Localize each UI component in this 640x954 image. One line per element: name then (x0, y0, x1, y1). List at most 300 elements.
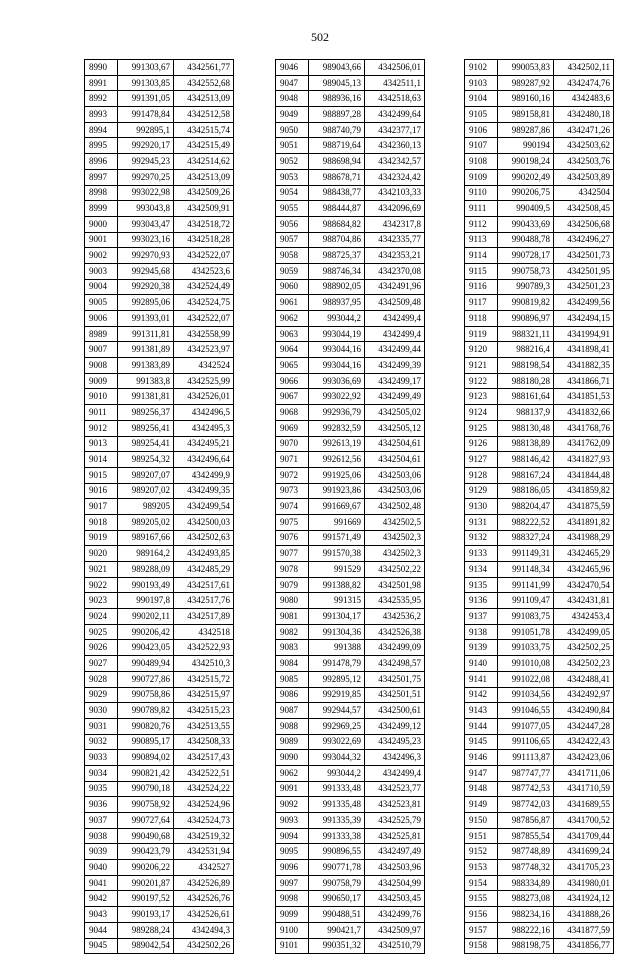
y-coordinate-cell: 4342522,93 (174, 640, 234, 656)
y-coordinate-cell: 4341859,82 (554, 483, 614, 499)
point-number-cell: 9012 (85, 420, 118, 436)
point-number-cell: 9115 (465, 263, 498, 279)
x-coordinate-cell: 991106,65 (498, 734, 554, 750)
point-number-cell: 9051 (276, 138, 309, 154)
x-coordinate-cell: 993044,2 (309, 765, 365, 781)
x-coordinate-cell: 991304,36 (309, 624, 365, 640)
table-row (276, 122, 425, 138)
x-coordinate-cell: 991478,79 (309, 656, 365, 672)
point-number-cell: 9112 (465, 216, 498, 232)
x-coordinate-cell: 990193,17 (118, 907, 174, 923)
point-number-cell: 9138 (465, 624, 498, 640)
y-coordinate-cell: 4342531,94 (174, 844, 234, 860)
y-coordinate-cell: 4342536,2 (365, 609, 425, 625)
table-row (276, 75, 425, 91)
table-row (276, 452, 425, 468)
y-coordinate-cell: 4342527 (174, 860, 234, 876)
y-coordinate-cell: 4342453,4 (554, 609, 614, 625)
x-coordinate-cell: 990053,83 (498, 60, 554, 76)
y-coordinate-cell: 4342502,11 (554, 60, 614, 76)
table-row (465, 138, 614, 154)
table-row (465, 389, 614, 405)
table-row (85, 577, 234, 593)
point-number-cell: 9097 (276, 875, 309, 891)
table-row (276, 467, 425, 483)
y-coordinate-cell: 4342524,75 (174, 295, 234, 311)
point-number-cell: 9008 (85, 358, 118, 374)
point-number-cell: 8992 (85, 91, 118, 107)
table-row (276, 373, 425, 389)
table-row (465, 263, 614, 279)
point-number-cell: 9040 (85, 860, 118, 876)
point-number-cell: 9033 (85, 750, 118, 766)
y-coordinate-cell: 4342495,23 (365, 734, 425, 750)
x-coordinate-cell: 991388 (309, 640, 365, 656)
x-coordinate-cell: 990490,68 (118, 828, 174, 844)
x-coordinate-cell: 990433,69 (498, 216, 554, 232)
point-number-cell: 9085 (276, 671, 309, 687)
x-coordinate-cell: 988746,34 (309, 263, 365, 279)
y-coordinate-cell: 4342502,63 (174, 530, 234, 546)
table-row (276, 483, 425, 499)
x-coordinate-cell: 990423,79 (118, 844, 174, 860)
table-row (465, 122, 614, 138)
table-row (465, 169, 614, 185)
x-coordinate-cell: 990758,86 (118, 687, 174, 703)
x-coordinate-cell: 990896,97 (498, 311, 554, 327)
point-number-cell: 9069 (276, 420, 309, 436)
point-number-cell: 9058 (276, 248, 309, 264)
table-row (276, 734, 425, 750)
point-number-cell: 9015 (85, 467, 118, 483)
y-coordinate-cell: 4342474,76 (554, 75, 614, 91)
table-row (85, 389, 234, 405)
x-coordinate-cell: 992944,57 (309, 703, 365, 719)
table-row (465, 828, 614, 844)
point-number-cell: 9129 (465, 483, 498, 499)
y-coordinate-cell: 4342480,18 (554, 107, 614, 123)
point-number-cell: 9122 (465, 373, 498, 389)
y-coordinate-cell: 4342503,45 (365, 891, 425, 907)
y-coordinate-cell: 4341705,23 (554, 860, 614, 876)
y-coordinate-cell: 4341866,71 (554, 373, 614, 389)
y-coordinate-cell: 4342506,01 (365, 60, 425, 76)
point-number-cell: 9052 (276, 154, 309, 170)
x-coordinate-cell: 989256,37 (118, 405, 174, 421)
y-coordinate-cell: 4342525,81 (365, 828, 425, 844)
x-coordinate-cell: 992920,17 (118, 138, 174, 154)
point-number-cell: 9073 (276, 483, 309, 499)
point-number-cell: 9142 (465, 687, 498, 703)
x-coordinate-cell: 988438,77 (309, 185, 365, 201)
point-number-cell: 8991 (85, 75, 118, 91)
table-row (465, 107, 614, 123)
y-coordinate-cell: 4342515,72 (174, 671, 234, 687)
y-coordinate-cell: 4342499,39 (365, 358, 425, 374)
y-coordinate-cell: 4342502,3 (365, 530, 425, 546)
table-row (276, 248, 425, 264)
point-number-cell: 9139 (465, 640, 498, 656)
x-coordinate-cell: 988161,64 (498, 389, 554, 405)
point-number-cell: 9114 (465, 248, 498, 264)
table-row (465, 311, 614, 327)
table-row (465, 624, 614, 640)
table-row (85, 907, 234, 923)
y-coordinate-cell: 4342518 (174, 624, 234, 640)
point-number-cell: 9027 (85, 656, 118, 672)
y-coordinate-cell: 4342524,96 (174, 797, 234, 813)
x-coordinate-cell: 990421,7 (309, 922, 365, 938)
y-coordinate-cell: 4342504,99 (365, 875, 425, 891)
table-row (85, 530, 234, 546)
point-number-cell: 9047 (276, 75, 309, 91)
x-coordinate-cell: 991393,01 (118, 311, 174, 327)
x-coordinate-cell: 992969,25 (309, 718, 365, 734)
point-number-cell: 9103 (465, 75, 498, 91)
y-coordinate-cell: 4342492,97 (554, 687, 614, 703)
y-coordinate-cell: 4342497,49 (365, 844, 425, 860)
point-number-cell: 9000 (85, 216, 118, 232)
y-coordinate-cell: 4341877,59 (554, 922, 614, 938)
y-coordinate-cell: 4342508,33 (174, 734, 234, 750)
table-row (276, 295, 425, 311)
table-row (465, 483, 614, 499)
y-coordinate-cell: 4342510,79 (365, 938, 425, 954)
y-coordinate-cell: 4342503,96 (365, 860, 425, 876)
x-coordinate-cell: 988146,42 (498, 452, 554, 468)
x-coordinate-cell: 991529 (309, 562, 365, 578)
table-row (465, 797, 614, 813)
point-number-cell: 9038 (85, 828, 118, 844)
y-coordinate-cell: 4342518,63 (365, 91, 425, 107)
point-number-cell: 9003 (85, 263, 118, 279)
x-coordinate-cell: 989287,92 (498, 75, 554, 91)
y-coordinate-cell: 4342517,89 (174, 609, 234, 625)
table-row (276, 201, 425, 217)
y-coordinate-cell: 4342526,61 (174, 907, 234, 923)
table-row (85, 734, 234, 750)
point-number-cell: 9087 (276, 703, 309, 719)
x-coordinate-cell: 992970,93 (118, 248, 174, 264)
x-coordinate-cell: 989288,24 (118, 922, 174, 938)
x-coordinate-cell: 988678,71 (309, 169, 365, 185)
point-number-cell: 9108 (465, 154, 498, 170)
point-number-cell: 9025 (85, 624, 118, 640)
table-row (465, 813, 614, 829)
point-number-cell: 9150 (465, 813, 498, 829)
table-row (85, 624, 234, 640)
y-coordinate-cell: 4342500,03 (174, 514, 234, 530)
x-coordinate-cell: 991669 (309, 514, 365, 530)
y-coordinate-cell: 4341762,09 (554, 436, 614, 452)
x-coordinate-cell: 992832,59 (309, 420, 365, 436)
point-number-cell: 9083 (276, 640, 309, 656)
y-coordinate-cell: 4342494,15 (554, 311, 614, 327)
y-coordinate-cell: 4342353,21 (365, 248, 425, 264)
x-coordinate-cell: 988186,05 (498, 483, 554, 499)
y-coordinate-cell: 4342522,51 (174, 765, 234, 781)
x-coordinate-cell: 988234,16 (498, 907, 554, 923)
table-row (465, 703, 614, 719)
table-row (85, 562, 234, 578)
y-coordinate-cell: 4342523,6 (174, 263, 234, 279)
table-row (465, 875, 614, 891)
table-row (465, 734, 614, 750)
point-number-cell: 9116 (465, 279, 498, 295)
table-row (465, 938, 614, 954)
x-coordinate-cell: 988334,89 (498, 875, 554, 891)
point-number-cell: 9100 (276, 922, 309, 938)
table-row (465, 467, 614, 483)
y-coordinate-cell: 4341891,82 (554, 514, 614, 530)
x-coordinate-cell: 987856,87 (498, 813, 554, 829)
x-coordinate-cell: 991383,89 (118, 358, 174, 374)
table-row (85, 201, 234, 217)
table-row (85, 75, 234, 91)
table-row (276, 765, 425, 781)
table-row (465, 499, 614, 515)
y-coordinate-cell: 4342509,48 (365, 295, 425, 311)
table-row (465, 718, 614, 734)
x-coordinate-cell: 990896,55 (309, 844, 365, 860)
point-number-cell: 9147 (465, 765, 498, 781)
table-row (85, 216, 234, 232)
point-number-cell: 9007 (85, 342, 118, 358)
y-coordinate-cell: 4342515,97 (174, 687, 234, 703)
y-coordinate-cell: 4342342,57 (365, 154, 425, 170)
table-row (276, 891, 425, 907)
table-row (465, 420, 614, 436)
table-row (85, 781, 234, 797)
point-number-cell: 9067 (276, 389, 309, 405)
point-number-cell: 9044 (85, 922, 118, 938)
table-row (85, 640, 234, 656)
y-coordinate-cell: 4342505,12 (365, 420, 425, 436)
point-number-cell: 8997 (85, 169, 118, 185)
point-number-cell: 9023 (85, 593, 118, 609)
y-coordinate-cell: 4342506,68 (554, 216, 614, 232)
x-coordinate-cell: 991333,48 (309, 781, 365, 797)
table-row (85, 107, 234, 123)
x-coordinate-cell: 988902,05 (309, 279, 365, 295)
x-coordinate-cell: 988204,47 (498, 499, 554, 515)
y-coordinate-cell: 4342504,61 (365, 452, 425, 468)
y-coordinate-cell: 4342496,27 (554, 232, 614, 248)
point-number-cell: 9021 (85, 562, 118, 578)
table-row (276, 514, 425, 530)
coordinates-table-1 (84, 59, 234, 954)
table-row (276, 91, 425, 107)
table-row (85, 765, 234, 781)
x-coordinate-cell: 990758,79 (309, 875, 365, 891)
y-coordinate-cell: 4342502,26 (174, 938, 234, 954)
x-coordinate-cell: 988327,24 (498, 530, 554, 546)
x-coordinate-cell: 991010,08 (498, 656, 554, 672)
table-row (276, 232, 425, 248)
table-row (276, 703, 425, 719)
table-row (85, 703, 234, 719)
x-coordinate-cell: 990819,82 (498, 295, 554, 311)
table-row (276, 154, 425, 170)
point-number-cell: 9107 (465, 138, 498, 154)
point-number-cell: 9068 (276, 405, 309, 421)
table-row (465, 154, 614, 170)
table-row (276, 279, 425, 295)
table-row (276, 750, 425, 766)
point-number-cell: 9059 (276, 263, 309, 279)
x-coordinate-cell: 990201,87 (118, 875, 174, 891)
table-row (276, 138, 425, 154)
y-coordinate-cell: 4342505,02 (365, 405, 425, 421)
point-number-cell: 9121 (465, 358, 498, 374)
x-coordinate-cell: 990771,78 (309, 860, 365, 876)
table-row (276, 326, 425, 342)
x-coordinate-cell: 988897,28 (309, 107, 365, 123)
table-row (85, 91, 234, 107)
point-number-cell: 9006 (85, 311, 118, 327)
point-number-cell: 8990 (85, 60, 118, 76)
table-row (85, 342, 234, 358)
table-row (465, 75, 614, 91)
table-row (465, 295, 614, 311)
y-coordinate-cell: 4341711,06 (554, 765, 614, 781)
y-coordinate-cell: 4342515,23 (174, 703, 234, 719)
x-coordinate-cell: 993022,69 (309, 734, 365, 750)
y-coordinate-cell: 4342103,33 (365, 185, 425, 201)
y-coordinate-cell: 4342360,13 (365, 138, 425, 154)
table-row (465, 530, 614, 546)
table-row (465, 342, 614, 358)
y-coordinate-cell: 4342488,41 (554, 671, 614, 687)
x-coordinate-cell: 990820,76 (118, 718, 174, 734)
coordinates-table-3 (464, 59, 614, 954)
y-coordinate-cell: 4342525,79 (365, 813, 425, 829)
table-row (465, 922, 614, 938)
point-number-cell: 9009 (85, 373, 118, 389)
table-row (85, 593, 234, 609)
y-coordinate-cell: 4341875,59 (554, 499, 614, 515)
table-row (276, 718, 425, 734)
x-coordinate-cell: 989207,02 (118, 483, 174, 499)
x-coordinate-cell: 987742,03 (498, 797, 554, 813)
point-number-cell: 9094 (276, 828, 309, 844)
x-coordinate-cell: 990489,94 (118, 656, 174, 672)
x-coordinate-cell: 988198,54 (498, 358, 554, 374)
table-row (85, 483, 234, 499)
x-coordinate-cell: 988740,79 (309, 122, 365, 138)
point-number-cell: 9152 (465, 844, 498, 860)
point-number-cell: 9024 (85, 609, 118, 625)
point-number-cell: 8996 (85, 154, 118, 170)
x-coordinate-cell: 991051,78 (498, 624, 554, 640)
table-row (276, 656, 425, 672)
point-number-cell: 9078 (276, 562, 309, 578)
x-coordinate-cell: 991571,49 (309, 530, 365, 546)
point-number-cell: 9054 (276, 185, 309, 201)
y-coordinate-cell: 4342496,64 (174, 452, 234, 468)
x-coordinate-cell: 991303,67 (118, 60, 174, 76)
y-coordinate-cell: 4342502,25 (554, 640, 614, 656)
point-number-cell: 9134 (465, 562, 498, 578)
table-row (276, 797, 425, 813)
x-coordinate-cell: 990488,51 (309, 907, 365, 923)
point-number-cell: 9081 (276, 609, 309, 625)
point-number-cell: 8994 (85, 122, 118, 138)
table-row (276, 530, 425, 546)
x-coordinate-cell: 989207,07 (118, 467, 174, 483)
y-coordinate-cell: 4342499,9 (174, 467, 234, 483)
table-row (465, 891, 614, 907)
table-row (276, 781, 425, 797)
y-coordinate-cell: 4342499,4 (365, 326, 425, 342)
table-row (85, 311, 234, 327)
table-row (465, 279, 614, 295)
y-coordinate-cell: 4342499,64 (365, 107, 425, 123)
point-number-cell: 9106 (465, 122, 498, 138)
y-coordinate-cell: 4342509,97 (365, 922, 425, 938)
y-coordinate-cell: 4341851,53 (554, 389, 614, 405)
point-number-cell: 9092 (276, 797, 309, 813)
x-coordinate-cell: 992919,85 (309, 687, 365, 703)
x-coordinate-cell: 988937,95 (309, 295, 365, 311)
point-number-cell: 9104 (465, 91, 498, 107)
table-row (276, 169, 425, 185)
table-row (276, 828, 425, 844)
point-number-cell: 9061 (276, 295, 309, 311)
y-coordinate-cell: 4342522,07 (174, 311, 234, 327)
point-number-cell: 9070 (276, 436, 309, 452)
table-row (85, 60, 234, 76)
y-coordinate-cell: 4342503,06 (365, 467, 425, 483)
table-row (465, 907, 614, 923)
point-number-cell: 9137 (465, 609, 498, 625)
point-number-cell: 9039 (85, 844, 118, 860)
point-number-cell: 9046 (276, 60, 309, 76)
y-coordinate-cell: 4342511,1 (365, 75, 425, 91)
x-coordinate-cell: 988222,16 (498, 922, 554, 938)
y-coordinate-cell: 4342494,3 (174, 922, 234, 938)
table-row (85, 499, 234, 515)
table-row (465, 373, 614, 389)
x-coordinate-cell: 992936,79 (309, 405, 365, 421)
y-coordinate-cell: 4342499,49 (365, 389, 425, 405)
x-coordinate-cell: 992895,06 (118, 295, 174, 311)
point-number-cell: 9020 (85, 546, 118, 562)
y-coordinate-cell: 4341768,76 (554, 420, 614, 436)
table-row (85, 922, 234, 938)
x-coordinate-cell: 993044,19 (309, 326, 365, 342)
point-number-cell: 9045 (85, 938, 118, 954)
x-coordinate-cell: 991923,86 (309, 483, 365, 499)
x-coordinate-cell: 989256,41 (118, 420, 174, 436)
table-row (276, 216, 425, 232)
y-coordinate-cell: 4342502,22 (365, 562, 425, 578)
x-coordinate-cell: 987855,54 (498, 828, 554, 844)
point-number-cell: 8998 (85, 185, 118, 201)
table-row (85, 514, 234, 530)
point-number-cell: 9043 (85, 907, 118, 923)
point-number-cell: 9154 (465, 875, 498, 891)
y-coordinate-cell: 4342423,06 (554, 750, 614, 766)
y-coordinate-cell: 4342499,76 (365, 907, 425, 923)
point-number-cell: 9130 (465, 499, 498, 515)
point-number-cell: 8989 (85, 326, 118, 342)
x-coordinate-cell: 988725,37 (309, 248, 365, 264)
y-coordinate-cell: 4342431,81 (554, 593, 614, 609)
x-coordinate-cell: 990202,49 (498, 169, 554, 185)
x-coordinate-cell: 989160,16 (498, 91, 554, 107)
table-row (276, 185, 425, 201)
